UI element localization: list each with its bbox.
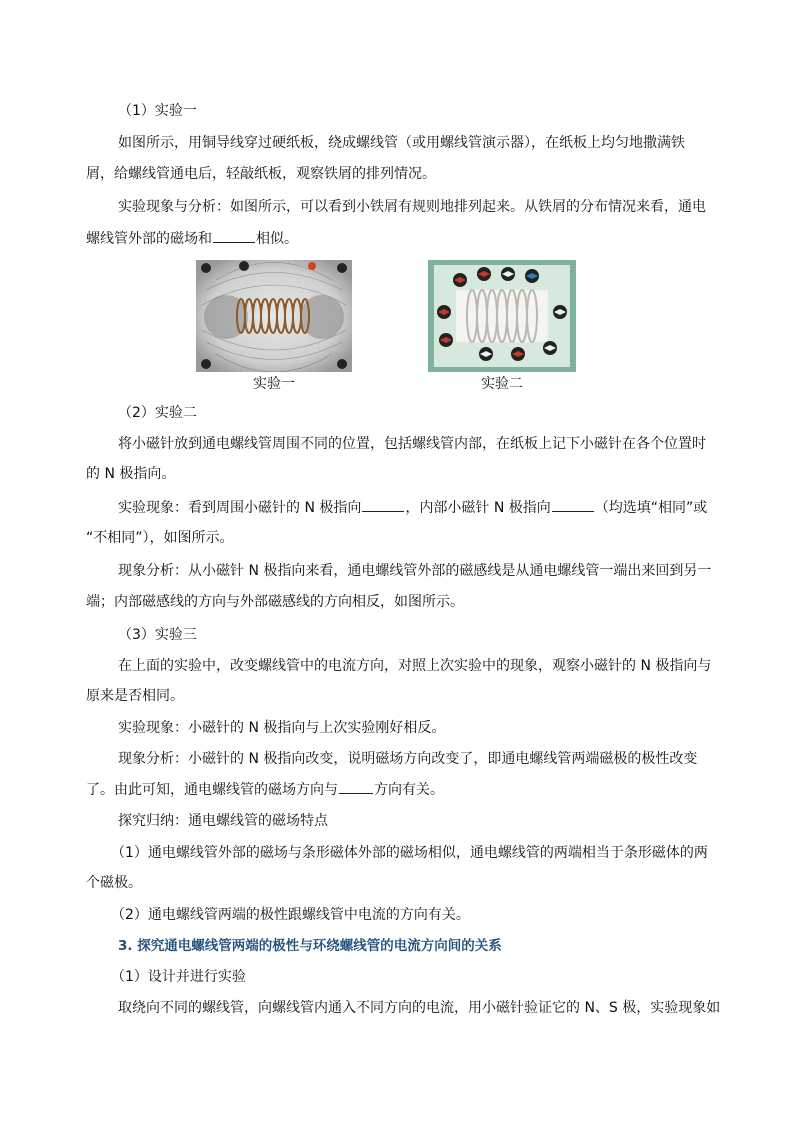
figure-1-caption: 实验一	[253, 376, 295, 392]
para-exp2-phenomenon-line2: “不相同”），如图所示。	[86, 530, 234, 546]
para-method-line2: 屑，给螺线管通电后，轻敲纸板，观察铁屑的排列情况。	[86, 166, 436, 182]
section-heading-3: 3. 探究通电螺线管两端的极性与环绕螺线管的电流方向间的关系	[118, 938, 502, 954]
fill-blank[interactable]	[552, 497, 594, 512]
para-experiment-2-title: （2）实验二	[118, 405, 197, 421]
text: （均选填“相同”或	[594, 500, 708, 516]
fill-blank[interactable]	[213, 228, 255, 243]
para-exp3-line1: 在上面的实验中，改变螺线管中的电流方向，对照上次实验中的现象，观察小磁针的 N 极指向与	[118, 658, 712, 674]
figure-compasses	[428, 260, 576, 372]
fill-blank[interactable]	[362, 497, 404, 512]
text: 实验现象：看到周围小磁针的 N 极指向	[118, 500, 362, 516]
figure-iron-filings	[196, 260, 352, 372]
para-exp2-line2: 的 N 极指向。	[86, 466, 176, 482]
para-method-line1: 如图所示，用铜导线穿过硬纸板，绕成螺线管（或用螺线管演示器），在纸板上均匀地撒满铁	[118, 135, 685, 151]
para-summary-point1-line2: 个磁极。	[86, 875, 142, 891]
para-design-title: （1）设计并进行实验	[111, 969, 246, 985]
iron-filings-image	[196, 260, 352, 372]
figure-2-caption: 实验二	[481, 376, 523, 392]
para-summary-point2: （2）通电螺线管两端的极性跟螺线管中电流的方向有关。	[111, 907, 470, 923]
para-exp2-analysis-line1: 现象分析：从小磁针 N 极指向来看，通电螺线管外部的磁感线是从通电螺线管一端出来回到另一	[118, 563, 712, 579]
para-exp2-phenomenon-line1	[118, 497, 707, 518]
para-experiment-3-title: （3）实验三	[118, 627, 197, 643]
text: 螺线管外部的磁场和	[86, 231, 212, 247]
para-summary-point1-line1: （1）通电螺线管外部的磁场与条形磁体外部的磁场相似，通电螺线管的两端相当于条形磁体的两	[111, 845, 708, 861]
para-experiment-1-title: （1）实验一	[118, 103, 197, 119]
compasses-image	[428, 260, 576, 372]
para-exp2-analysis-line2: 端；内部磁感线的方向与外部磁感线的方向相反，如图所示。	[86, 594, 464, 610]
text: 了。由此可知，通电螺线管的磁场方向与	[86, 782, 338, 798]
para-design-line1: 取绕向不同的螺线管，向螺线管内通入不同方向的电流，用小磁针验证它的 N、S 极，实验现象如	[118, 1000, 721, 1016]
para-summary-title: 探究归纳：通电螺线管的磁场特点	[118, 813, 328, 829]
para-exp2-line1: 将小磁针放到通电螺线管周围不同的位置，包括螺线管内部，在纸板上记下小磁针在各个位置时	[118, 436, 706, 452]
para-exp3-phenomenon: 实验现象：小磁针的 N 极指向与上次实验刚好相反。	[118, 720, 446, 736]
fill-blank[interactable]	[339, 779, 373, 794]
para-exp3-line2: 原来是否相同。	[86, 688, 184, 704]
text: 方向有关。	[374, 782, 444, 798]
para-exp3-analysis-line1: 现象分析：小磁针的 N 极指向改变，说明磁场方向改变了，即通电螺线管两端磁极的极性改变	[118, 751, 698, 767]
text: 相似。	[256, 231, 298, 247]
para-phenomenon-line1: 实验现象与分析：如图所示，可以看到小铁屑有规则地排列起来。从铁屑的分布情况来看，通电	[118, 199, 706, 215]
para-phenomenon-line2	[86, 228, 298, 249]
para-exp3-analysis-line2	[86, 779, 444, 800]
text: ，内部小磁针 N 极指向	[405, 500, 551, 516]
